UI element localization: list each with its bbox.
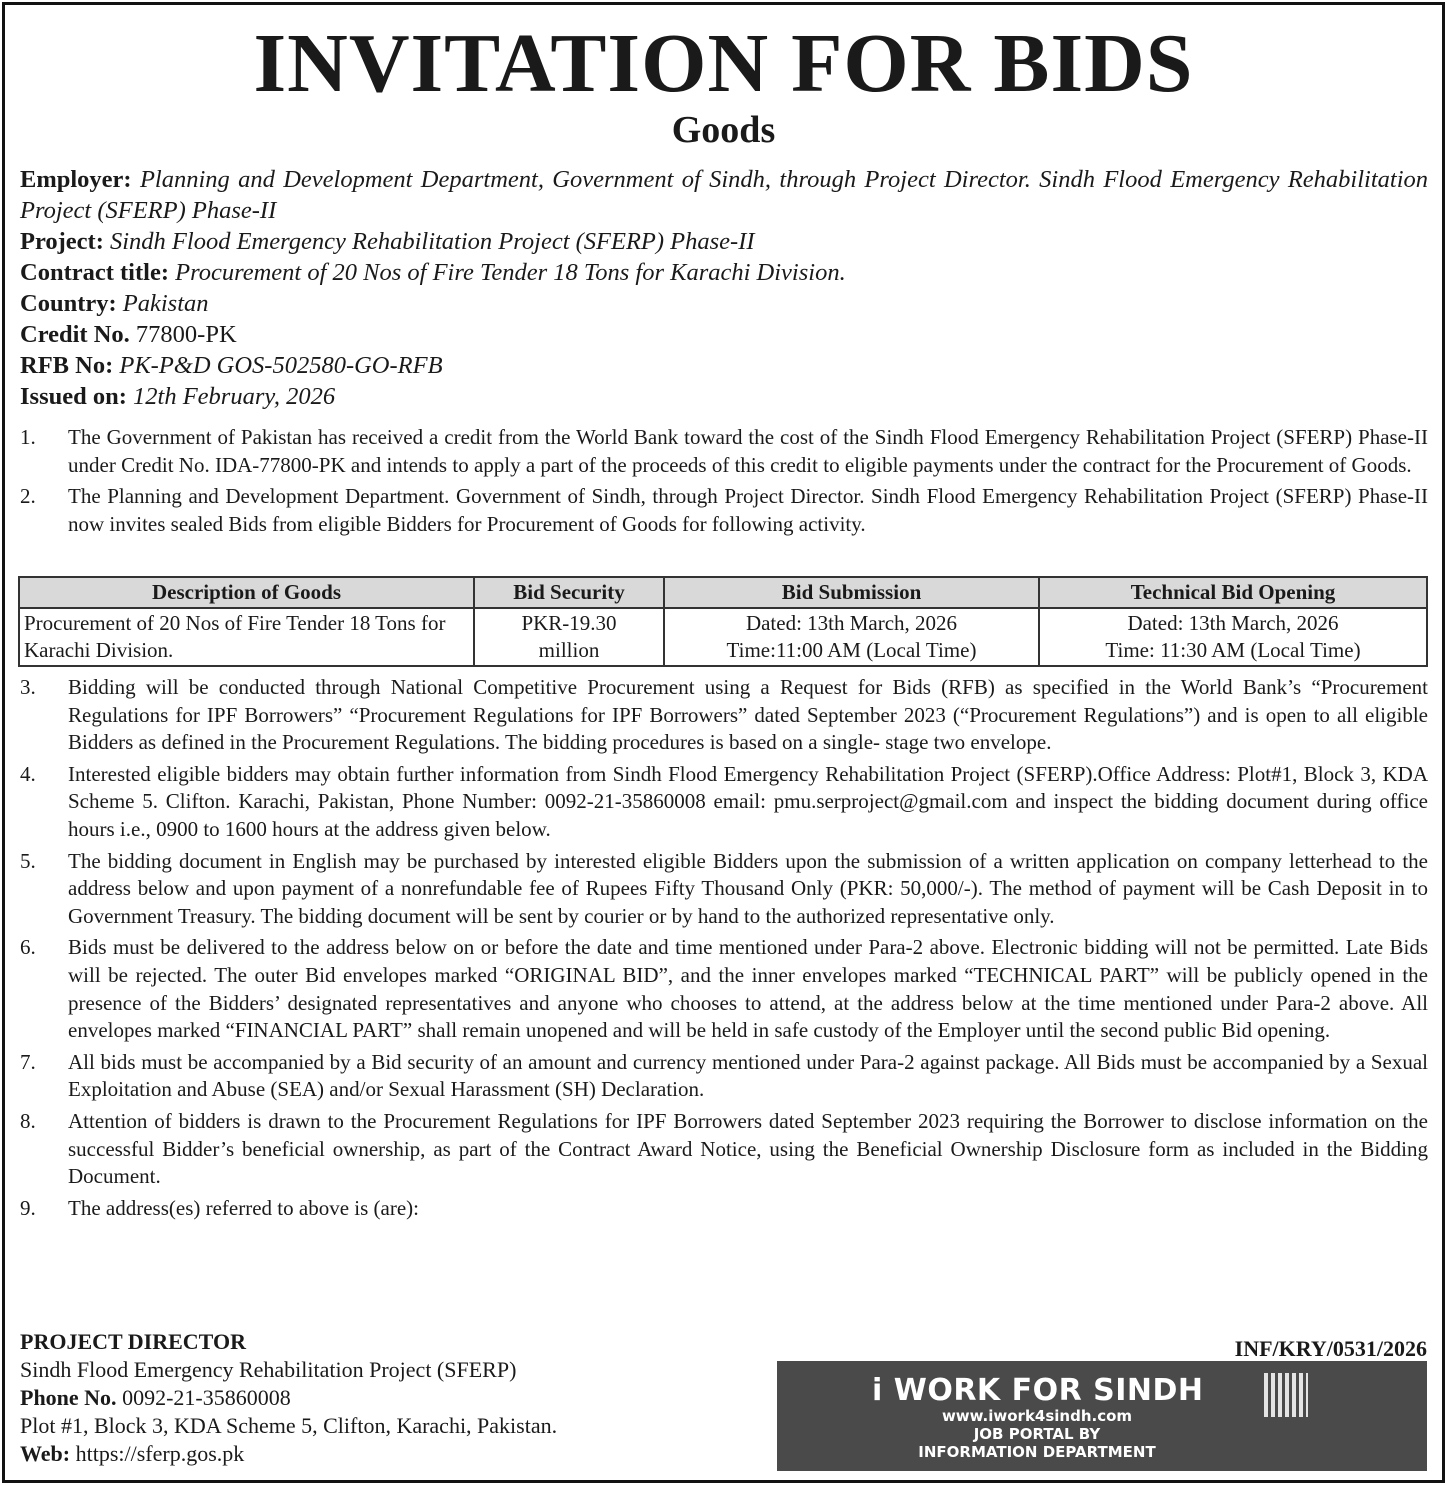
header-fields	[20, 164, 1428, 412]
issued-field: Issued on: 12th February, 2026	[20, 383, 336, 410]
reference-number: INF/KRY/0531/2026	[1234, 1336, 1427, 1361]
paragraphs-3-9	[20, 674, 1428, 1226]
contract-title-field: Contract title: Procurement of 20 Nos of Fire Tender 18 Tons for Karachi Division.	[20, 259, 846, 286]
iwork-banner: i WORK FOR SINDH www.iwork4sindh.com JOB PORTAL BY INFORMATION DEPARTMENT	[777, 1361, 1427, 1471]
banner-logo: i WORK FOR SINDH	[872, 1373, 1204, 1408]
paragraph: 7. All bids must be accompanied by a Bid security of an amount and currency mentioned under Para-2 against package. All Bids must be accompanied by a Sexual Exploitation and Abuse (SEA) and/or Sexual Harassment (SH) Declaration.	[20, 1049, 1428, 1102]
paragraph: 3. Bidding will be conducted through National Competitive Procurement using a Request for Bids (RFB) as specified in the World Bank’s “Procurement Regulations for IPF Borrowers” “Procurement Regulations for IPF Borrowers” dated September 2023 (“Procurement Regulations”) and is open to all eligible Bidders as defined in the Procurement Regulations. The bidding procedures is based on a single- stage two envelope.	[20, 675, 1428, 755]
paragraph: 8. Attention of bidders is drawn to the Procurement Regulations for IPF Borrowers dated September 2023 requiring the Borrower to disclose information on the successful Bidder’s beneficial ownership, as part of the Contract Award Notice, using the Beneficial Ownership Disclosure form as included in the Bidding Document.	[20, 1108, 1428, 1189]
paragraph: 2. The Planning and Development Department. Government of Sindh, through Project Director. Sindh Flood Emergency Rehabilitation Project (SFERP) Phase-II now invites sealed Bids from eligible Bidders for Procurement of Goods for following activity.	[20, 484, 1428, 536]
web-link[interactable]: https://sferp.gos.pk	[75, 1441, 245, 1466]
paragraph: 6. Bids must be delivered to the address below on or before the date and time mentioned under Para-2 above. Electronic bidding will not be permitted. Late Bids will be rejected. The outer Bid envelopes marked “ORIGINAL BID”, and the inner envelopes marked “TECHNICAL PART” will be publicly opened in the presence of the Bidders’ designated representatives and anyone who chooses to attend, at the address below at the time mentioned under Para-2 above. All envelopes marked “FINANCIAL PART” shall remain unopened and will be held in safe custody of the Employer until the second public Bid opening.	[20, 935, 1428, 1043]
table-header-row: Description of Goods Bid Security Bid Submission Technical Bid Opening	[19, 577, 1427, 608]
page-title: INVITATION FOR BIDS	[253, 17, 1194, 110]
paragraph: 4. Interested eligible bidders may obtain further information from Sindh Flood Emergency Rehabilitation Project (SFERP).Office Address: Plot#1, Block 3, KDA Scheme 5. Clifton. Karachi, Pakistan, Phone Number: 0092-21-35860008 email: pmu.serproject@gmail.com and inspect the bidding document during office hours i.e., 0900 to 1600 hours at the address given below.	[20, 761, 1428, 841]
banner-url[interactable]: www.iwork4sindh.com	[941, 1407, 1133, 1425]
paragraphs-1-2	[20, 424, 1428, 542]
country-field: Country: Pakistan	[20, 290, 209, 317]
table-row: Procurement of 20 Nos of Fire Tender 18 Tons for Karachi Division. PKR-19.30 million Dated: 13th March, 2026 Time:11:00 AM (Local Time) Dated: 13th March, 2026 Time: 11:30 AM (Local Time)	[19, 608, 1427, 666]
project-field: Project: Sindh Flood Emergency Rehabilitation Project (SFERP) Phase-II	[20, 228, 755, 255]
rfb-field: RFB No: PK-P&D GOS-502580-GO-RFB	[20, 352, 443, 379]
contact-block: PROJECT DIRECTOR Sindh Flood Emergency Rehabilitation Project (SFERP) Phone No. 0092-21-35860008 Plot #1, Block 3, KDA Scheme 5, Clifton, Karachi, Pakistan. Web: https://sferp.gos.pk	[20, 1329, 558, 1466]
qr-code-icon	[1264, 1373, 1308, 1417]
paragraph: 5. The bidding document in English may be purchased by interested eligible Bidders upon the submission of a written application on company letterhead to the address below and upon payment of a nonrefundable fee of Rupees Fifty Thousand Only (PKR: 50,000/-). The method of payment will be Cash Deposit in to Government Treasury. The bidding document will be sent by courier or by hand to the authorized representative only.	[20, 848, 1428, 928]
bid-table	[18, 576, 1428, 667]
employer-field: Employer: Planning and Development Department, Government of Sindh, through Project Director. Sindh Flood Emergency Rehabilitation Project (SFERP) Phase-II	[20, 166, 1429, 224]
paragraph: 9. The address(es) referred to above is (are):	[20, 1195, 419, 1220]
paragraph: 1. The Government of Pakistan has received a credit from the World Bank toward the cost of the Sindh Flood Emergency Rehabilitation Project (SFERP) Phase-II under Credit No. IDA-77800-PK and intends to apply a part of the proceeds of this credit to eligible payments under the contract for the Procurement of Goods.	[20, 425, 1428, 477]
page-subtitle: Goods	[671, 109, 776, 151]
credit-field: Credit No. 77800-PK	[20, 321, 237, 348]
